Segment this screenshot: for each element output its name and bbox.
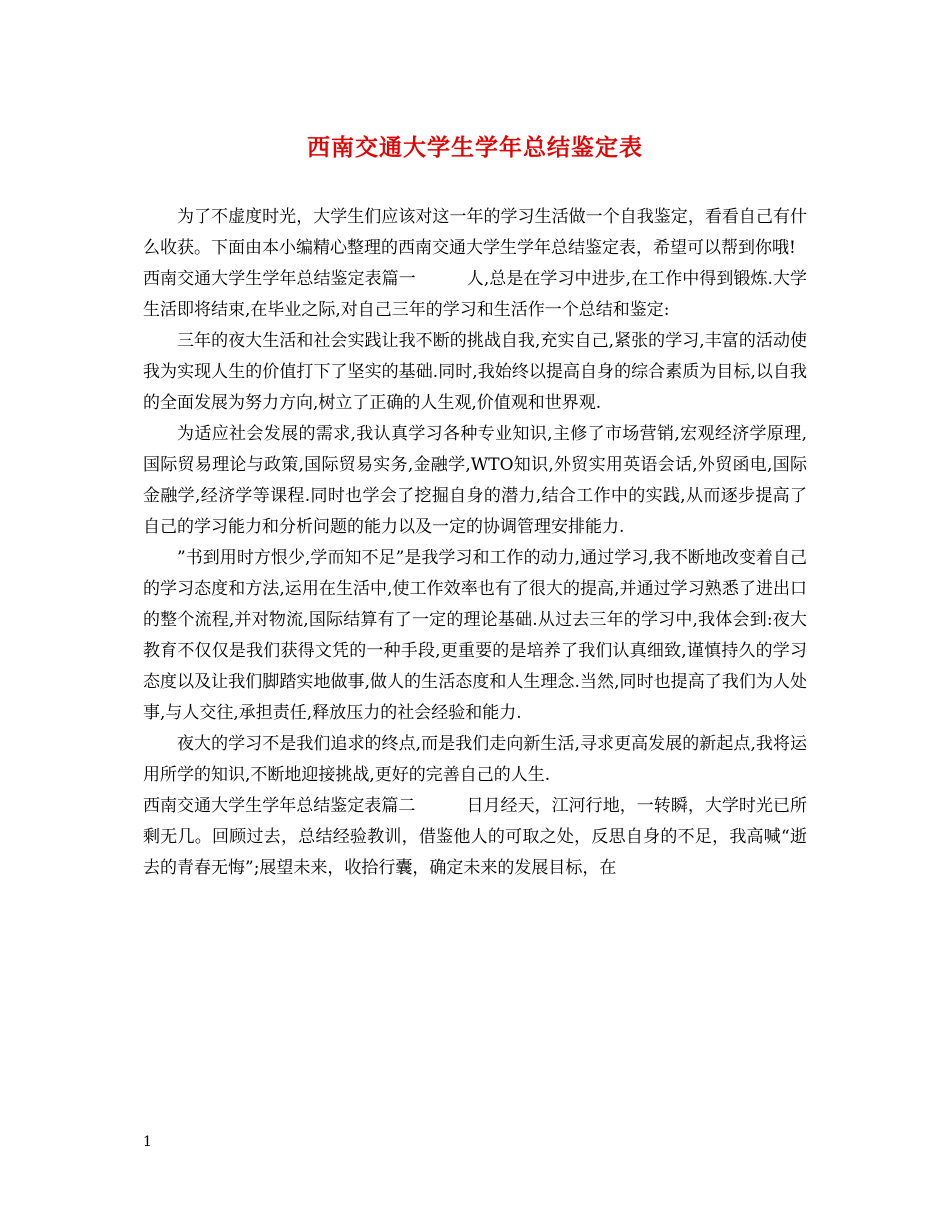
section-two-text: 日月经天，江河行地，一转瞬，大学时光已所剩无几。回顾过去，总结经验教训，借鉴他人的可取之处，反思自身的不足，我高喊“逝去的青春无悔”;展望未来，收拾行囊，确定未来的发展目标，在 (143, 796, 808, 878)
document-title: 西南交通大学生学年总结鉴定表 (307, 134, 643, 161)
paragraph-section-one (143, 264, 807, 326)
section-two-heading: 西南交通大学生学年总结鉴定表篇二 (143, 796, 416, 816)
paragraph-motivation: ”书到用时方恨少,学而知不足”是我学习和工作的动力,通过学习,我不断地改变着自己的学习态度和方法,运用在生活中,使工作效率也有了很大的提高,并通过学习熟悉了进出口的整个流程,并对物流,国际结算有了一定的理论基础.从过去三年的学习中,我体会到:夜大教育不仅仅是我们获得文凭的一种手段,更重要的是培养了我们认真细致,谨慎持久的学习态度以及让我们脚踏实地做事,做人的生活态度和人生理念.当然,同时也提高了我们为人处事,与人交往,承担责任,释放压力的社会经验和能力. (143, 548, 807, 723)
section-one-heading: 西南交通大学生学年总结鉴定表篇一 (143, 269, 416, 289)
paragraph-section-two (143, 791, 807, 884)
section-one-text: 人,总是在学习中进步,在工作中得到锻炼.大学生活即将结束,在毕业之际,对自己三年的学习和生活作一个总结和鉴定: (143, 269, 807, 320)
paragraph-future: 夜大的学习不是我们追求的终点,而是我们走向新生活,寻求更高发展的新起点,我将运用所学的知识,不断地迎接挑战,更好的完善自己的人生. (143, 734, 807, 785)
document-body (143, 202, 807, 884)
page-number: 1 (143, 1134, 152, 1150)
paragraph-intro: 为了不虚度时光，大学生们应该对这一年的学习生活做一个自我鉴定，看看自己有什么收获。下面由本小编精心整理的西南交通大学生学年总结鉴定表，希望可以帮到你哦! (143, 207, 807, 258)
paragraph-three-years: 三年的夜大生活和社会实践让我不断的挑战自我,充实自己,紧张的学习,丰富的活动使我为实现人生的价值打下了坚实的基础.同时,我始终以提高自身的综合素质为目标,以自我的全面发展为努力方向,树立了正确的人生观,价值观和世界观. (143, 331, 807, 413)
paragraph-studies: 为适应社会发展的需求,我认真学习各种专业知识,主修了市场营销,宏观经济学原理,国际贸易理论与政策,国际贸易实务,金融学,WTO知识,外贸实用英语会话,外贸函电,国际金融学,经济学等课程.同时也学会了挖掘自身的潜力,结合工作中的实践,从而逐步提高了自己的学习能力和分析问题的能力以及一定的协调管理安排能力. (143, 424, 807, 537)
